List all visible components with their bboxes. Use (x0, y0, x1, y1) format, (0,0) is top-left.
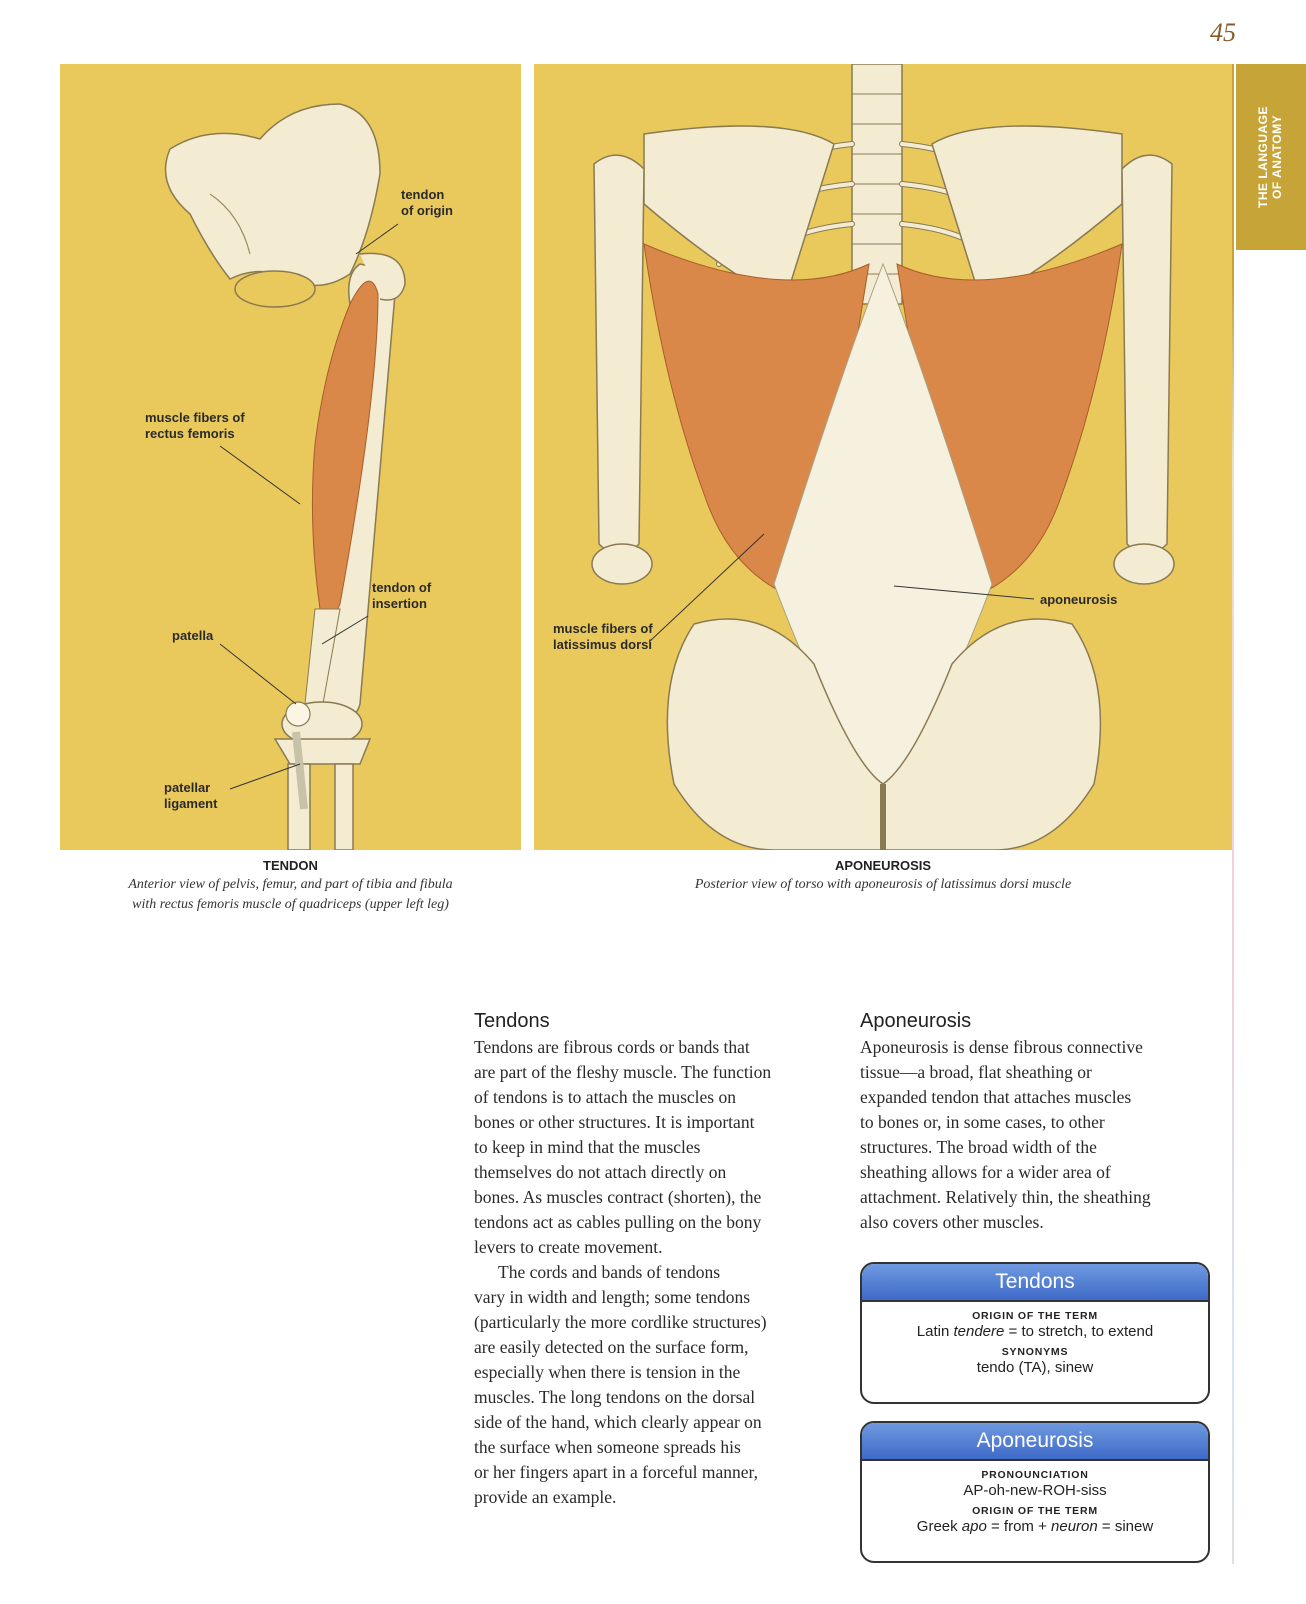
tendons-heading: Tendons (474, 1010, 550, 1032)
label-aponeurosis: aponeurosis (1040, 592, 1118, 607)
tendons-term-box (860, 1262, 1210, 1404)
aponeurosis-term-box (860, 1421, 1210, 1563)
label-patellar-ligament: patellar ligament (164, 780, 218, 811)
aponeurosis-section (860, 1010, 1215, 1235)
aponeurosis-pron-label: PRONOUNCIATION (981, 1469, 1089, 1481)
aponeurosis-illustration (534, 64, 1232, 850)
aponeurosis-caption-text: Posterior view of torso with aponeurosis of latissimus dorsi muscle (694, 877, 1072, 892)
tendon-figure-caption (60, 858, 521, 915)
tendons-origin-label: ORIGIN OF THE TERM (972, 1310, 1098, 1322)
label-muscle-fibers-latissimus-dorsi: muscle fibers of latissimus dorsi (553, 621, 653, 652)
origin-greek-word-2: neuron (1051, 1518, 1098, 1535)
page-number: 45 (1210, 18, 1236, 47)
tendons-synonyms-value: tendo (TA), sinew (976, 1359, 1094, 1376)
tendons-synonyms-label: SYNONYMS (1001, 1346, 1069, 1358)
label-patella: patella (172, 628, 214, 643)
label-tendon-of-insertion: tendon of insertion (372, 580, 432, 611)
aponeurosis-caption-title: APONEUROSIS (834, 858, 932, 873)
origin-prefix: Latin (916, 1323, 954, 1340)
aponeurosis-pron-value: AP-oh-new-ROH-siss (963, 1482, 1107, 1499)
chapter-side-tab (1236, 64, 1306, 250)
tendon-caption-title: TENDON (263, 858, 318, 873)
origin-suffix: = sinew (1097, 1518, 1154, 1535)
tendons-paragraph-1: Tendons are fibrous cords or bands that are part of the fleshy muscle. The function of tendons is to attach the muscles on bones or other structures. It is important to keep in mind that the muscles themselves do not attach directly on bones. As muscles contract (shorten), the tendons act as cables pulling on the bony levers to create movement. (474, 1037, 772, 1257)
tendon-caption-text: Anterior view of pelvis, femur, and part of tibia and fibula with rectus femoris muscle of quadriceps (upper left leg) (128, 877, 453, 912)
aponeurosis-figure-caption (534, 858, 1232, 895)
page-edge-rule (1232, 64, 1234, 1564)
origin-prefix: Greek (916, 1518, 962, 1535)
tendons-section (474, 1010, 829, 1510)
aponeurosis-heading: Aponeurosis (860, 1010, 972, 1032)
aponeurosis-paragraph-1: Aponeurosis is dense fibrous connective tissue—a broad, flat sheathing or expanded tendon that attaches muscles to bones or, in some cases, to other structures. The broad width of the sheathing allows for a wider area of attachment. Relatively thin, the sheathing also covers other muscles. (860, 1037, 1151, 1232)
chapter-side-tab-text: THE LANGUAGE OF ANATOMY (1256, 106, 1284, 208)
tendons-origin-value (862, 1323, 1208, 1340)
label-muscle-fibers-rectus-femoris: muscle fibers of rectus femoris (145, 410, 245, 441)
origin-mid: = from + (986, 1518, 1052, 1535)
aponeurosis-origin-value (862, 1518, 1208, 1535)
origin-suffix: = to stretch, to extend (1004, 1323, 1154, 1340)
tendons-paragraph-2: The cords and bands of tendons vary in width and length; some tendons (particularly the more cordlike structures) are easily detected on the surface form, especially when there is tension in the muscles. The long tendons on the dorsal side of the hand, which clearly appear on the surface when someone spreads his or her fingers apart in a forceful manner, provide an example. (474, 1262, 767, 1507)
aponeurosis-box-title: Aponeurosis (862, 1423, 1208, 1461)
tendons-box-title: Tendons (862, 1264, 1208, 1302)
aponeurosis-origin-label: ORIGIN OF THE TERM (972, 1505, 1098, 1517)
label-tendon-of-origin: tendon of origin (401, 187, 453, 218)
origin-latin-word: tendere (953, 1323, 1005, 1340)
origin-greek-word-1: apo (961, 1518, 987, 1535)
tendon-illustration (60, 64, 521, 850)
leg-skeleton-drawing (60, 64, 521, 850)
torso-skeleton-drawing (534, 64, 1232, 850)
